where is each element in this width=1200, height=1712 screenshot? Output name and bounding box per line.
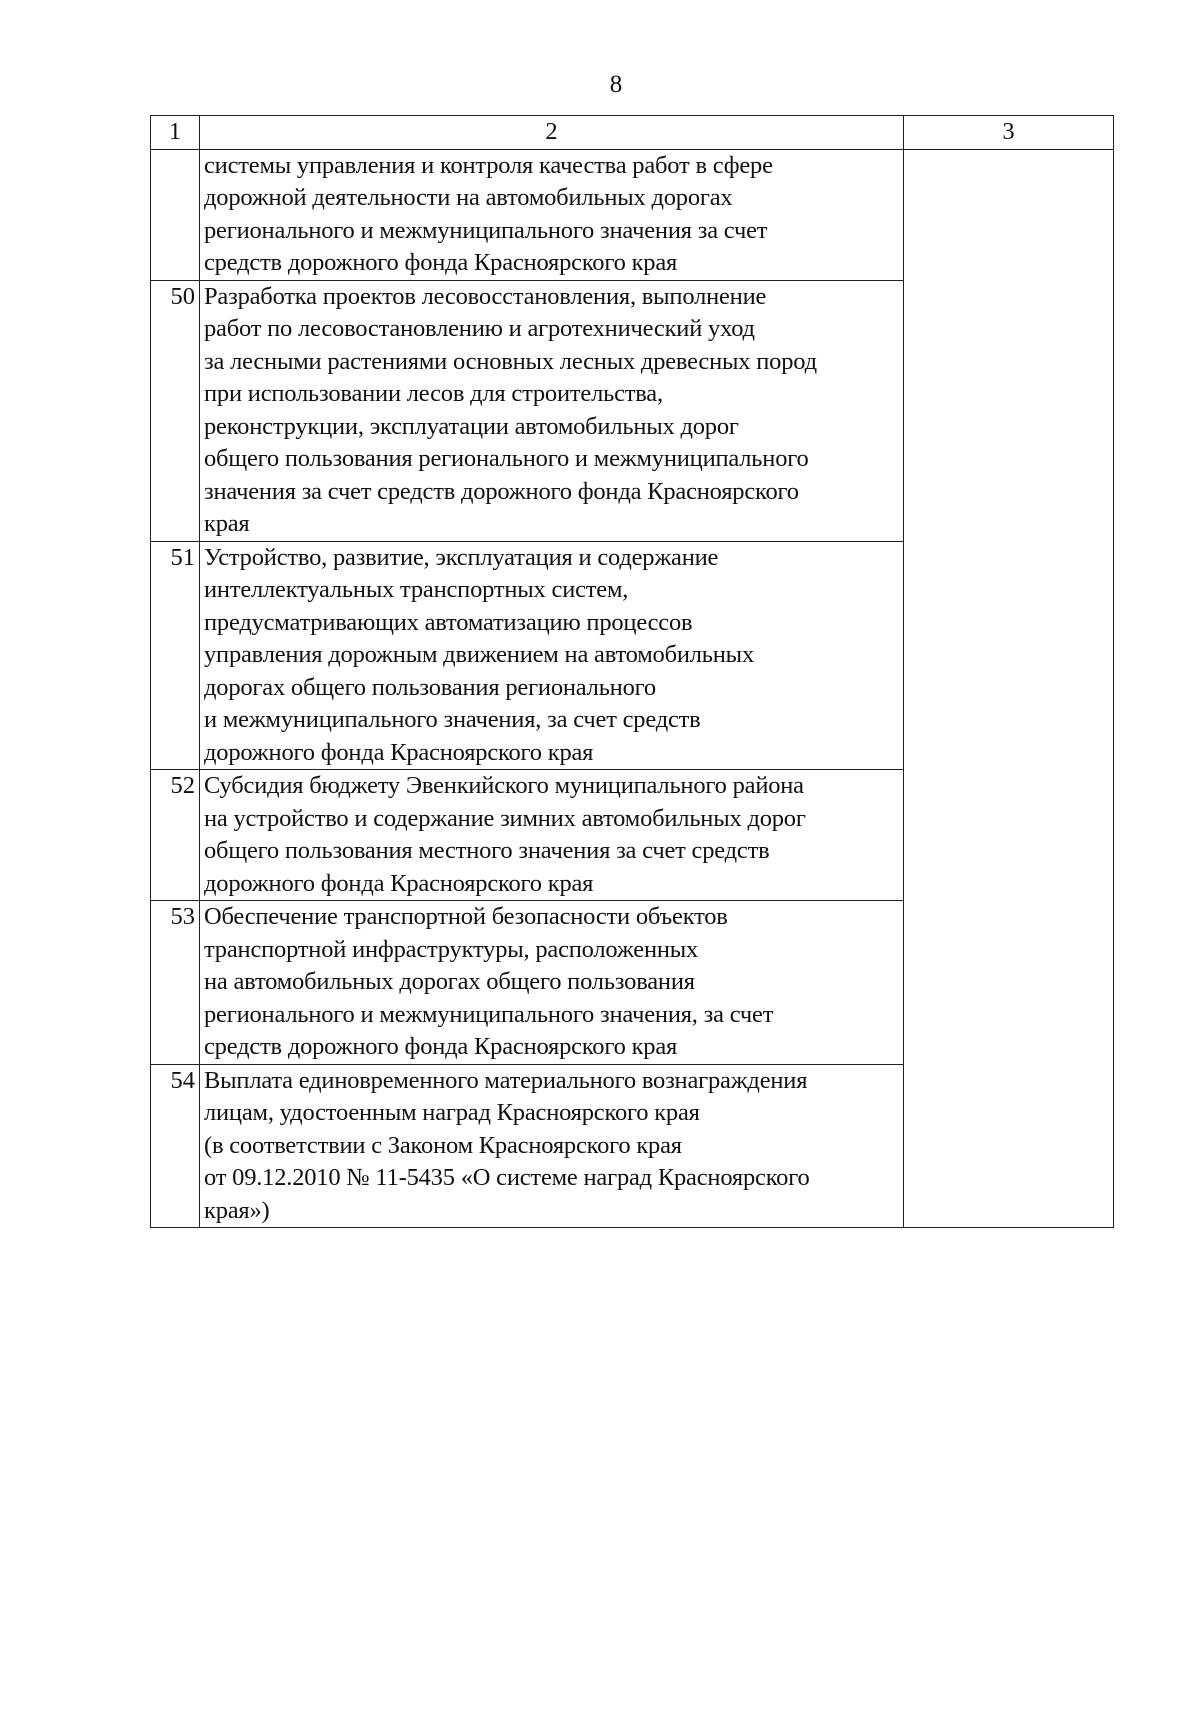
row-number: 53	[151, 901, 200, 1065]
row-number: 52	[151, 770, 200, 901]
row-description: Выплата единовременного материального вознаграждения лицам, удостоенным наград Красноярского края (в соответствии с Законом Красноярского края от 09.12.2010 № 11-5435 «О системе наград Красноярского края»)	[200, 1064, 904, 1228]
row-number: 51	[151, 541, 200, 770]
row-description: системы управления и контроля качества работ в сфере дорожной деятельности на автомобильных дорогах регионального и межмуниципального значения за счет средств дорожного фонда Красноярского края	[200, 149, 904, 280]
page-number: 8	[609, 71, 623, 98]
row-number	[151, 149, 200, 280]
row-number: 50	[151, 280, 200, 541]
row-description: Разработка проектов лесовосстановления, выполнение работ по лесовостановлению и агротехнический уход за лесными растениями основных лесных древесных пород при использовании лесов для строительства, реконструкции, эксплуатации автомобильных дорог общего пользования регионального и межмуниципального значения за счет средств дорожного фонда Красноярского края	[200, 280, 904, 541]
row-description: Субсидия бюджету Эвенкийского муниципального района на устройство и содержание зимних автомобильных дорог общего пользования местного значения за счет средств дорожного фонда Красноярского края	[200, 770, 904, 901]
column-header-3: 3	[904, 116, 1114, 150]
row-description: Обеспечение транспортной безопасности объектов транспортной инфраструктуры, расположенных на автомобильных дорогах общего пользования регионального и межмуниципального значения, за счет средств дорожного фонда Красноярского края	[200, 901, 904, 1065]
table-row	[151, 149, 1114, 280]
row-number: 54	[151, 1064, 200, 1228]
budget-items-table	[150, 115, 1114, 1228]
table-header-row	[151, 116, 1114, 150]
column-header-2: 2	[200, 116, 904, 150]
column-header-1: 1	[151, 116, 200, 150]
row-description: Устройство, развитие, эксплуатация и содержание интеллектуальных транспортных систем, предусматривающих автоматизацию процессов управления дорожным движением на автомобильных дорогах общего пользования регионального и межмуниципального значения, за счет средств дорожного фонда Красноярского края	[200, 541, 904, 770]
column-3-cell	[904, 149, 1114, 1228]
